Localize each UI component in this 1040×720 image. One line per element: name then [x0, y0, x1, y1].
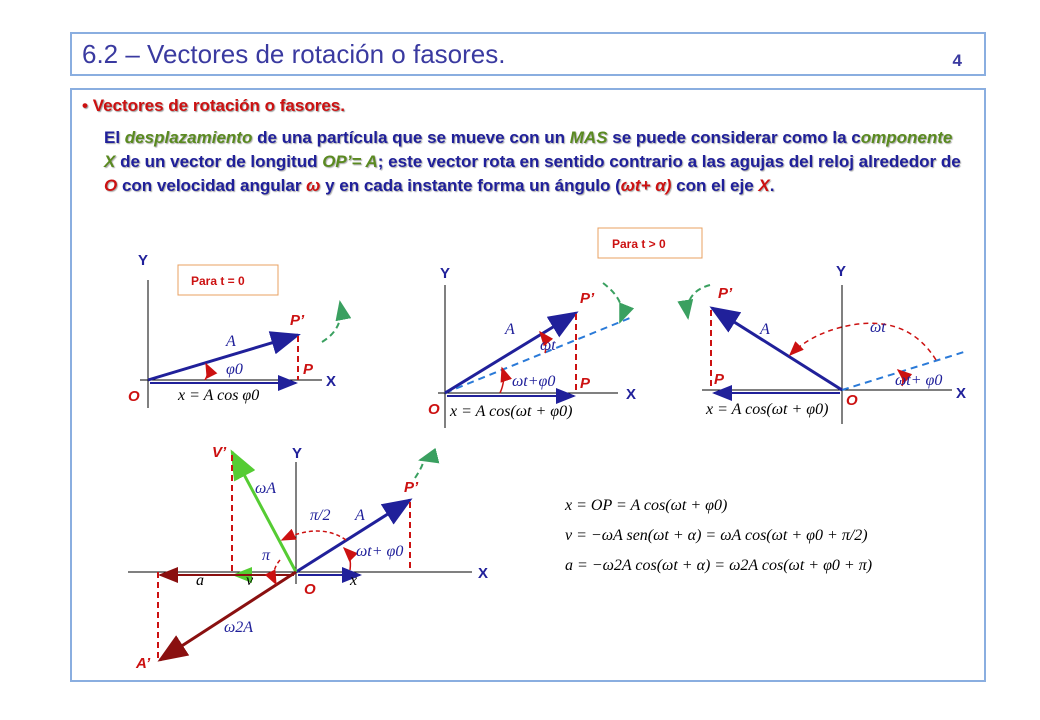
angle-arc: [282, 531, 346, 540]
angle-arc: [344, 548, 350, 570]
y-label: Y: [138, 252, 149, 269]
half-pi-label: π/2: [310, 507, 331, 524]
rotation-arc: [415, 460, 423, 478]
angle-arc: [500, 368, 504, 393]
p-label: P: [303, 361, 314, 378]
rotation-arc: [603, 283, 622, 322]
para-text: de una partícula que se mueve con un: [252, 128, 570, 147]
formula: x = A cos(ωt + φ0): [706, 401, 829, 418]
equation-x: x = OP = A cos(ωt + φ0): [565, 497, 728, 514]
pi-label: π: [262, 547, 271, 564]
box-label: Para t = 0: [191, 274, 245, 288]
angle-label: ωt: [870, 319, 886, 336]
rotating-vector: [148, 335, 298, 380]
magnitude-label: A: [355, 507, 365, 524]
y-label: Y: [440, 265, 451, 282]
p-prime-label: P’: [404, 479, 419, 496]
angle-label: ωt+ φ0: [895, 372, 943, 389]
para-keyword: X: [758, 176, 770, 195]
angle-label: ωt: [540, 337, 556, 354]
para-text: de un vector de longitud: [115, 152, 323, 171]
origin-label: O: [846, 392, 858, 409]
acceleration-vector: [160, 572, 296, 660]
para-text: con velocidad angular: [117, 176, 307, 195]
origin-label: O: [304, 581, 316, 598]
equations: [564, 497, 872, 574]
x-label: X: [956, 385, 967, 402]
x-label: X: [626, 386, 637, 403]
v-label: v: [246, 572, 254, 589]
bullet-text: Vectores de rotación o fasores.: [92, 96, 345, 115]
para-text: El: [104, 128, 125, 147]
bullet-heading: • Vectores de rotación o fasores.: [82, 96, 345, 115]
angle-label: ωt+φ0: [512, 373, 556, 390]
para-keyword: MAS: [569, 128, 608, 147]
y-label: Y: [292, 445, 303, 462]
diagram-phasors-va: [128, 444, 488, 672]
x-label: X: [326, 373, 337, 390]
acceleration-magnitude-label: ω2A: [224, 619, 254, 636]
page-title: 6.2 – Vectores de rotación o fasores.: [82, 39, 506, 69]
box-label: Para t > 0: [612, 237, 666, 251]
para-keyword: desplazamiento: [124, 128, 253, 147]
angle-label: φ0: [226, 361, 243, 378]
formula: x = A cos(ωt + φ0): [450, 403, 573, 420]
para-text: y en cada instante forma un ángulo (: [320, 176, 621, 195]
formula: x = A cos φ0: [178, 387, 260, 404]
v-prime-label: V’: [212, 444, 227, 461]
p-prime-label: P’: [718, 285, 733, 302]
magnitude-label: A: [505, 321, 515, 338]
equation-a: a = −ω2A cos(ωt + α) = ω2A cos(ωt + φ0 + π): [565, 557, 873, 574]
diagram-t-zero: [128, 252, 341, 408]
velocity-magnitude-label: ωA: [255, 480, 277, 497]
para-text: .: [769, 176, 775, 195]
diagram-t-positive: [428, 228, 702, 428]
para-keyword: OP’= A: [322, 152, 378, 171]
para-text: con el eje: [671, 176, 759, 195]
magnitude-label: A: [226, 333, 236, 350]
origin-label: O: [428, 401, 440, 418]
para-keyword: ω: [306, 176, 321, 195]
angle-arc: [790, 323, 936, 360]
slide-number: 4: [952, 51, 962, 70]
a-label: a: [196, 572, 204, 589]
p-label: P: [714, 371, 725, 388]
para-text: se puede considerar como la c: [607, 128, 861, 147]
para-text: ; este vector rota en sentido contrario a las agujas del reloj alrededor de: [377, 152, 961, 171]
magnitude-label: A: [760, 321, 770, 338]
equation-v: v = −ωA sen(ωt + α) = ωA cos(ωt + φ0 + π/2): [565, 527, 868, 544]
y-label: Y: [836, 263, 847, 280]
para-keyword: omponente X: [104, 128, 953, 171]
p-prime-label: P’: [580, 290, 595, 307]
origin-label: O: [128, 388, 140, 405]
a-prime-label: A’: [136, 655, 151, 672]
rotating-vector: [712, 308, 842, 390]
p-prime-label: P’: [290, 312, 305, 329]
para-keyword: O: [104, 176, 118, 195]
diagram-obtuse: [687, 263, 966, 424]
angle-arc: [205, 364, 208, 380]
x-label: X: [478, 565, 489, 582]
p-label: P: [580, 375, 591, 392]
angle-label: ωt+ φ0: [356, 543, 404, 560]
para-keyword: ωt+ α): [620, 176, 672, 195]
rotation-arc: [322, 302, 341, 342]
x-component-label: x: [350, 572, 358, 589]
rotation-arc: [687, 285, 710, 318]
